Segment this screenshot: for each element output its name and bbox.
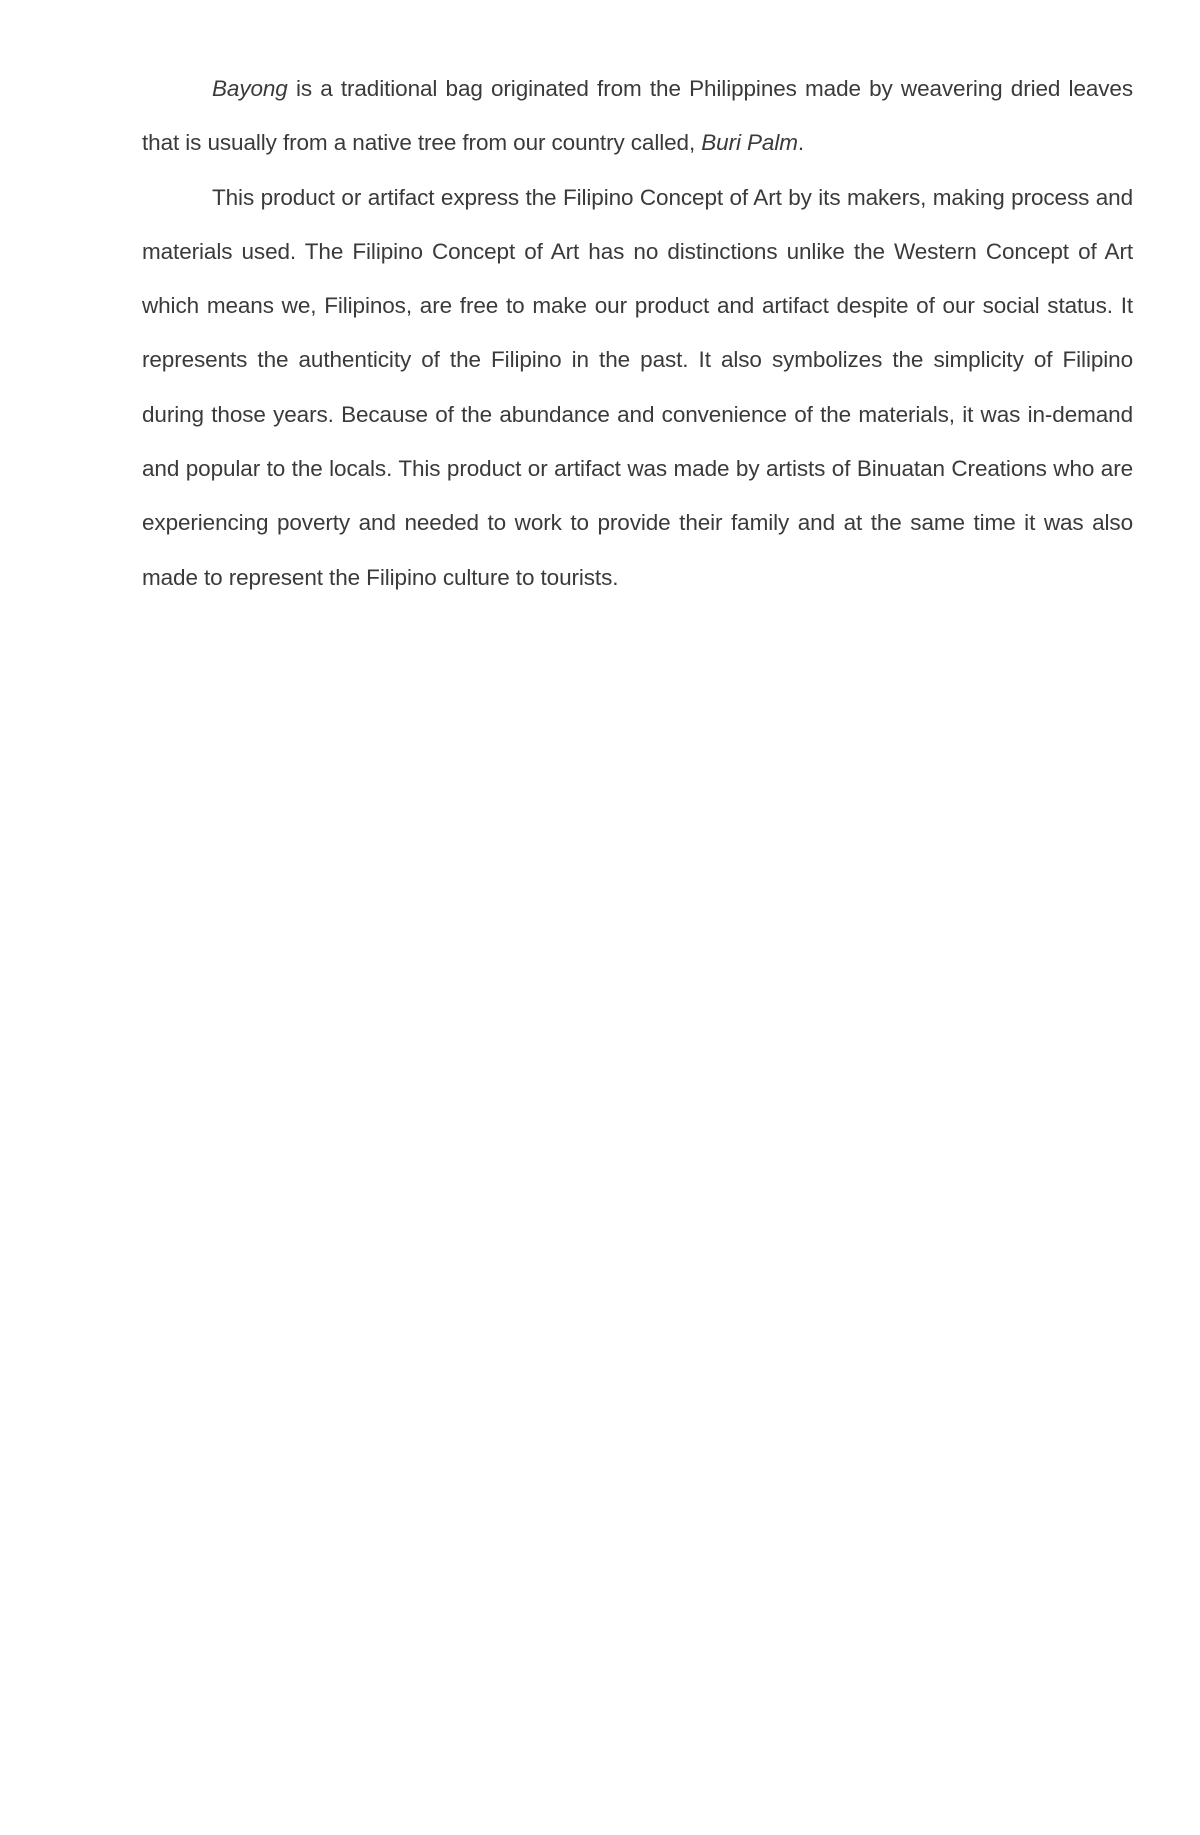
paragraph-1-text: is a traditional bag originated from the Philippines made by weavering dried leaves that is usually from a native tree from our country called, <box>142 76 1133 156</box>
term-buri-palm: Buri Palm <box>701 130 798 156</box>
paragraph-1-ending: . <box>797 130 805 156</box>
term-bayong: Bayong <box>212 76 288 101</box>
paragraph-filipino-concept-of-art: This product or artifact express the Filipino Concept of Art by its makers, making process and materials used. The Filipino Concept of Art has no distinctions unlike the Western Concept of Art which means we, Filipinos, are free to make our product and artifact despite of our social status. It represents the authenticity of the Filipino in the past. It also symbolizes the simplicity of Filipino during those years. Because of the abundance and convenience of the materials, it was in-demand and popular to the locals. This product or artifact was made by artists of Binuatan Creations who are experiencing poverty and needed to work to provide their family and at the same time it was also made to represent the Filipino culture to tourists. <box>142 184 1133 590</box>
document-body <box>142 62 1133 605</box>
paragraph-bayong-definition <box>142 62 1133 171</box>
